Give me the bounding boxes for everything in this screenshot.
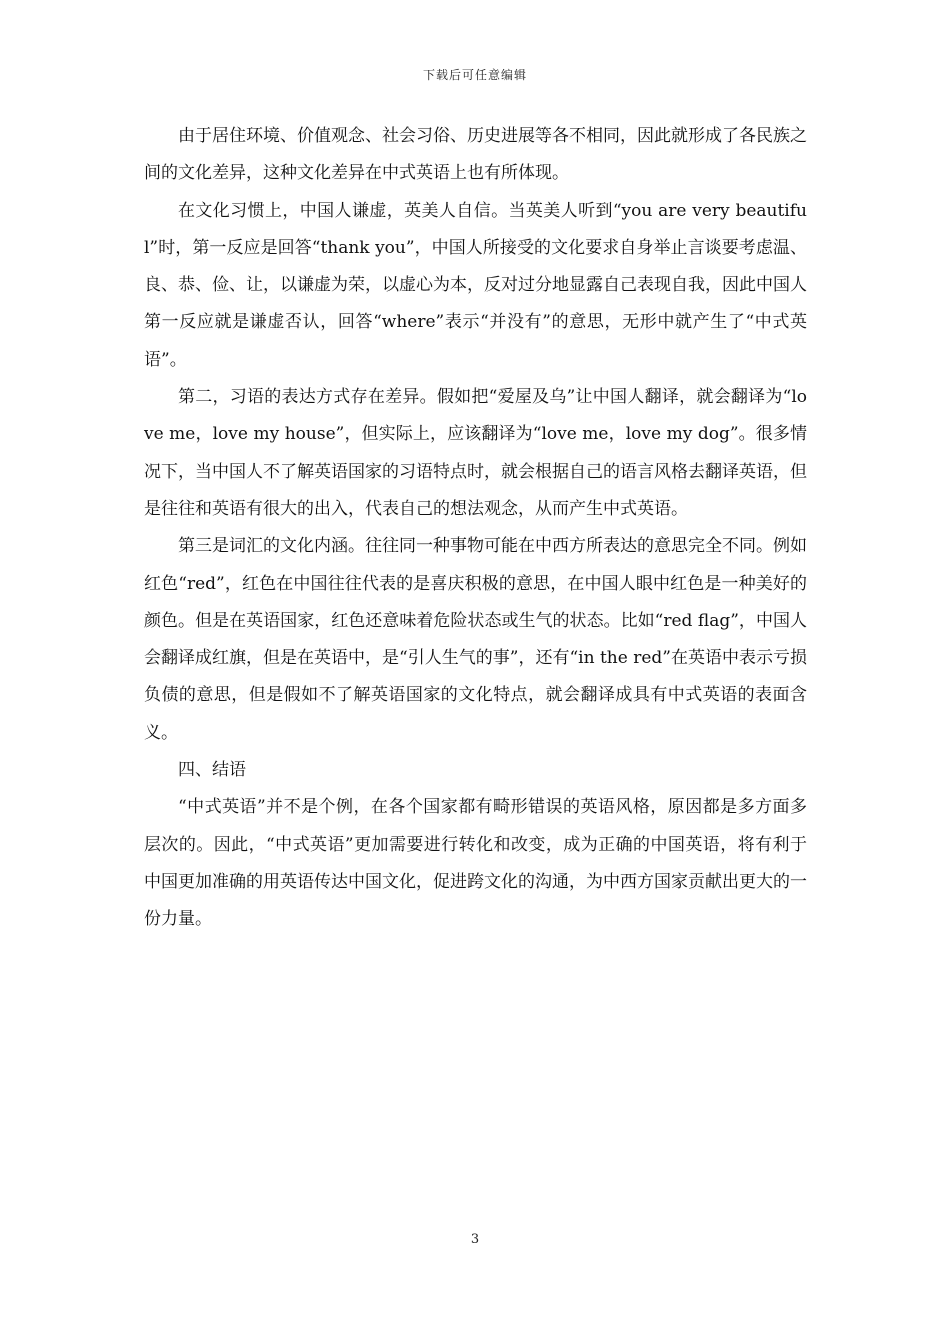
page-header: 下载后可任意编辑 (422, 68, 527, 82)
document-body (144, 118, 807, 939)
paragraph-idioms: 第二，习语的表达方式存在差异。假如把“爱屋及乌”让中国人翻译，就会翻译为“love me，love my house”，但实际上，应该翻译为“love me，love my dog”。很多情况下，当中国人不了解英语国家的习语特点时，就会根据自己的语言风格去翻译英语，但是往往和英语有很大的出入，代表自己的想法观念，从而产生中式英语。 (144, 387, 807, 519)
paragraph-cultural-habits: 在文化习惯上，中国人谦虚，英美人自信。当英美人听到“you are very beautiful”时，第一反应是回答“thank you”，中国人所接受的文化要求自身举止言谈要考虑温、良、恭、俭、让，以谦虚为荣，以虚心为本，反对过分地显露自己表现自我，因此中国人第一反应就是谦虚否认，回答“where”表示“并没有”的意思，无形中就产生了“中式英语”。 (144, 200, 807, 370)
page-number: 3 (470, 1232, 480, 1247)
section-heading-conclusion: 四、结语 (178, 760, 246, 781)
paragraph-vocabulary: 第三是词汇的文化内涵。往往同一种事物可能在中西方所表达的意思完全不同。例如红色“red”，红色在中国往往代表的是喜庆积极的意思，在中国人眼中红色是一种美好的颜色。但是在英语国家，红色还意味着危险状态或生气的状态。比如“red flag”，中国人会翻译成红旗，但是在英语中，是“引人生气的事”，还有“in the red”在英语中表示亏损负债的意思，但是假如不了解英语国家的文化特点，就会翻译成具有中式英语的表面含义。 (144, 536, 807, 743)
paragraph-conclusion: “中式英语”并不是个例，在各个国家都有畸形错误的英语风格，原因都是多方面多层次的。因此，“中式英语”更加需要进行转化和改变，成为正确的中国英语，将有利于中国更加准确的用英语传达中国文化，促进跨文化的沟通，为中西方国家贡献出更大的一份力量。 (144, 797, 807, 930)
paragraph-cultural-differences: 由于居住环境、价值观念、社会习俗、历史进展等各不相同，因此就形成了各民族之间的文化差异，这种文化差异在中式英语上也有所体现。 (144, 126, 807, 184)
